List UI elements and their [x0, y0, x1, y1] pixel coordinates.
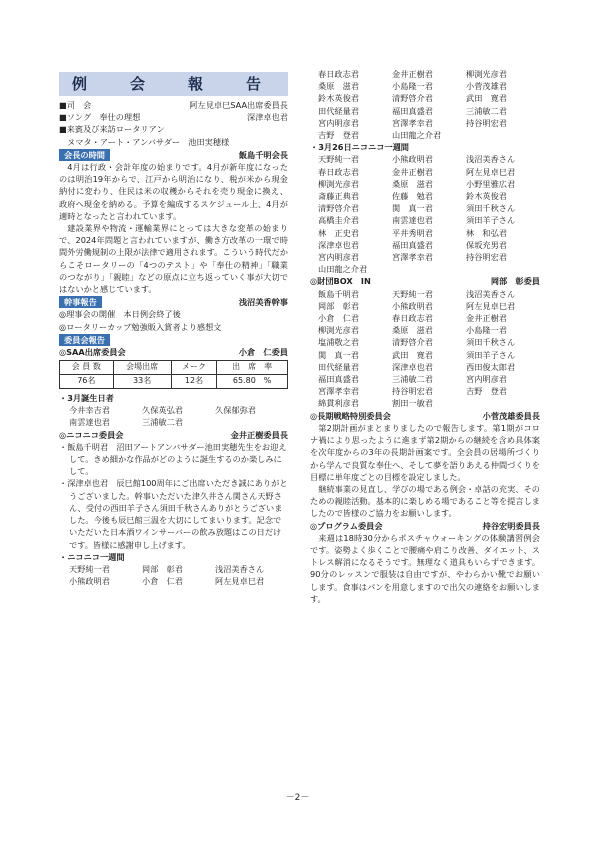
week2-name: 深津卓也君	[318, 239, 359, 250]
birthday-name: 三浦敏二君	[142, 417, 183, 428]
nikoniko-title: ◎ニコニコ委員会	[59, 429, 124, 440]
saa-name: 小倉 仁委員	[238, 346, 288, 357]
nikoniko-week-name: 阿左見卓巳君	[215, 576, 265, 587]
week2-name: 平井秀明君	[392, 227, 433, 238]
meeting-info-label: ■司 会	[59, 100, 92, 110]
ltp-title: ◎長期戦略特別委員会	[310, 410, 391, 421]
program-title: ◎プログラム委員会	[310, 520, 383, 531]
birthday-name	[215, 416, 288, 428]
nikoniko-name: 宮内明彦君	[318, 117, 359, 128]
nikoniko-name: 鈴木英俊君	[318, 93, 359, 104]
week2-name: 高橋圭介君	[318, 215, 359, 226]
attendance-value-cell: 33名	[113, 375, 171, 389]
box-name: 塩浦敬之君	[318, 337, 359, 348]
president-name: 飯島千明会長	[238, 149, 288, 160]
week2-name: 林 和弘君	[466, 227, 507, 238]
ltp-report	[310, 422, 540, 520]
box-name: 持谷明宏君	[392, 386, 433, 397]
week2-name: 桑原 滋君	[392, 178, 433, 189]
nikoniko-week-header: ・ニコニコ一週間	[59, 551, 125, 562]
nikoniko-header	[59, 429, 288, 441]
nikoniko-item: ・飯島千明君 沼田アートアンバサダー池田実穂先生をお迎えして。きめ細かな作品がどのように誕生するのか楽しみにして。	[59, 441, 287, 477]
nikoniko-name: 吉野 登君	[318, 130, 359, 141]
week2-name: 福田真盛君	[392, 239, 433, 250]
box-name: 西田俊太郎君	[466, 361, 516, 372]
week2-name: 関 真一君	[392, 203, 433, 214]
week2-name: 須田羊子さん	[466, 215, 516, 226]
saa-title: ◎SAA出席委員会	[59, 346, 126, 357]
nikoniko-name: 小島隆一君	[392, 81, 433, 92]
meeting-info-label: ■ソング 奉仕の理想	[59, 112, 141, 123]
nikoniko-items	[59, 441, 288, 551]
meeting-info	[59, 99, 288, 136]
box-name: 浅沼美香さん	[466, 288, 516, 299]
nikoniko-name: 桑原 滋君	[318, 81, 359, 92]
week2-name: 佐藤 勉君	[392, 191, 433, 202]
president-message	[59, 161, 288, 295]
attendance-header-cell: メーク	[171, 361, 217, 375]
attendance-header-cell: 会 員 数	[60, 361, 114, 375]
week2-name: 小熊政明君	[392, 154, 433, 165]
week2-name: 阿左見卓巳君	[466, 166, 516, 177]
meeting-info-value: 阿左見卓巳SAA出席委員長	[189, 100, 288, 110]
box-name: 天野純一君	[392, 288, 433, 299]
president-paragraph: 4月は行政・会計年度の始まりです。4月が新年度になったのは明治19年からで、江戸から明治になり、税が米から現金納付に変わり、住民は米の収穫からそれを売り現金に換え、政府へ現金を納める。予算を編成するスケジュール上、4月が適時となったと言われています。	[59, 162, 288, 221]
president-paragraph: 建設業界や物流・運輸業界にとっては大きな変革の始まりで、2024年問題と言われていますが、働き方改革の一環で時間外労働規制の上限が法律で適用されます。こういう時代だからこそロータリーの「4つのテスト」や「奉仕の精神」「職業のつながり」「親睦」などの原点に立ち返っていく事が大切ではないかと感じています。	[59, 223, 288, 295]
week2-name	[392, 263, 466, 275]
ltp-header	[310, 410, 540, 422]
nikoniko-week-name: 岡部 彰君	[142, 563, 183, 574]
ltp-paragraph: 第2期計画がまとまりましたので報告します。第1期がコロナ禍により思ったように進まず第2期からの継続を含め具体案を次年度からの3年の長期計画案です。全会員の居場所づくりから学んで良質な奉仕へ、そして夢を語りあえる仲間づくりを目標に単年度ごとの目標を設定しました。	[310, 422, 540, 482]
page-number: －2－	[285, 793, 310, 803]
nikoniko-continued-list	[310, 68, 540, 141]
week2-name: 山田龍之介君	[318, 264, 368, 275]
box-name: 田代経量君	[318, 361, 359, 372]
president-tag: 会長の時間	[59, 149, 110, 161]
box-name: 阿左見卓巳君	[466, 300, 516, 311]
nikoniko-name: 金井正樹君	[392, 69, 433, 79]
box-name: 宮澤孝幸君	[318, 386, 359, 397]
nikoniko-name: 柳渕光彦君	[466, 69, 507, 79]
attendance-table	[59, 360, 288, 389]
box-name: 飯島千明君	[318, 288, 359, 299]
ltp-paragraph: 継続事業の見直し、学びの場である例会・卓話の充実、そのための親睦活動。基本的に楽しめる場であること等を提言しましたので皆様のご協力をお願いします。	[310, 483, 540, 519]
meeting-info-value: 深津卓也君	[247, 112, 288, 123]
box-name	[466, 397, 540, 409]
nikoniko-name: 春日政志君	[318, 69, 359, 79]
meeting-info-row	[59, 99, 288, 111]
week2-name: 清野啓介君	[318, 203, 359, 214]
guest-line: ヌマタ・アート・アンバサダー 池田実穂様	[67, 136, 230, 147]
box-name: 柳渕光彦君	[318, 325, 359, 336]
week2-name: 春日政志君	[318, 166, 359, 177]
birthday-name: 今井幸吉君	[69, 405, 110, 416]
box-name: 清野啓介君	[392, 337, 433, 348]
box-name: 福田真盛君	[318, 374, 359, 385]
box-name: 桑原 滋君	[392, 325, 433, 336]
week2-header: ・3月26日ニコニコ一週間	[310, 142, 409, 153]
committee-header	[59, 334, 288, 346]
box-name: 宮内明彦君	[466, 374, 507, 385]
secretary-item: ◎ロータリーカップ勉強販入賞者より感想文	[59, 321, 222, 332]
left-column	[59, 72, 288, 587]
nikoniko-name	[466, 129, 540, 141]
nikoniko-name: 金井正樹委員長	[230, 429, 288, 440]
box-name: 吉野 登君	[466, 386, 507, 397]
secretary-header	[59, 296, 288, 308]
meeting-info-label: ■来賓及び来訪ロータリアン	[59, 124, 165, 135]
week2-name: 南雲達也君	[392, 215, 433, 226]
week2-name: 須田千秋さん	[466, 203, 516, 214]
box-name: 小島隆一君	[466, 325, 507, 336]
nikoniko-week-list	[59, 563, 288, 587]
nikoniko-week-name: 小熊政明君	[69, 576, 110, 587]
week2-name: 保坂充男君	[466, 239, 507, 250]
program-header	[310, 520, 540, 532]
box-name: 須田羊子さん	[466, 349, 516, 360]
nikoniko-item: ・深津卓也君 辰巳館100周年にご出席いただき誠にありがとうございました。幹事いただいた津久井さん関さん天野さん、受付の西田羊子さん須田千秋さんありがとうございました。今後も辰巳館三温を大切にしてまいります。記念でいただいた日本酒ワインサーバーの飲み放題はこの日だけです。皆様に感謝申し上げます。	[59, 478, 288, 550]
box-name: 武田 寛君	[392, 349, 433, 360]
meeting-info-row	[59, 123, 288, 135]
nikoniko-name: 清野啓介君	[392, 93, 433, 104]
program-report	[310, 532, 540, 605]
box-list	[310, 288, 540, 410]
nikoniko-name: 三浦敏二君	[466, 105, 507, 116]
birthday-name: 久保英弘君	[142, 405, 183, 416]
box-name: 小熊政明君	[392, 300, 433, 311]
week2-name: 浅沼美香さん	[466, 154, 516, 165]
secretary-item: ◎理事会の開催 本日例会終了後	[59, 309, 181, 320]
week2-name: 鈴木英俊君	[466, 191, 507, 202]
box-title: ◎財団BOX IN	[310, 276, 371, 287]
attendance-value-cell: 65.80 %	[217, 375, 288, 389]
box-name: 岡部 彰委員	[490, 276, 540, 287]
nikoniko-week-name: 小倉 仁君	[142, 576, 183, 587]
attendance-value-row	[60, 375, 288, 389]
birthday-list	[59, 404, 288, 428]
box-name: 岡部 彰君	[318, 300, 359, 311]
saa-header	[59, 346, 288, 358]
week2-name: 天野純一君	[318, 154, 359, 165]
birthday-name: 南雲達也君	[69, 417, 110, 428]
secretary-tag: 幹事報告	[59, 296, 102, 308]
attendance-header-cell: 会場出席	[113, 361, 171, 375]
ltp-name: 小菅茂雄委員長	[482, 410, 540, 421]
nikoniko-name: 田代経量君	[318, 105, 359, 116]
box-header	[310, 275, 540, 287]
page-title: 例 会 報 告	[59, 72, 288, 96]
program-name: 持谷宏明委員長	[482, 520, 540, 531]
week2-name: 小野里雅広君	[466, 178, 516, 189]
birthday-name: 久保郁弥君	[215, 405, 256, 416]
week2-name: 柳渕光彦君	[318, 178, 359, 189]
secretary-items	[59, 308, 288, 332]
attendance-value-cell: 76名	[60, 375, 114, 389]
nikoniko-week-name: 天野純一君	[69, 563, 110, 574]
week2-name: 持谷明宏君	[466, 252, 507, 263]
week2-name: 斎藤正典君	[318, 191, 359, 202]
attendance-header-cell: 出 席 率	[217, 361, 288, 375]
attendance-value-cell: 12名	[171, 375, 217, 389]
week2-name: 林 正史君	[318, 227, 359, 238]
meeting-info-row	[59, 111, 288, 123]
box-name: 金井正樹君	[466, 313, 507, 324]
attendance-header-row	[60, 361, 288, 375]
program-paragraph: 来週は18時30分からポスチャウォーキングの体験講習例会です。姿勢よく歩くことで腰痛や肩こり改善、ダイエット、ストレス解消になるそうです。無理なく道具もいらずできます。90分のレッスンで服装は自由ですが、やわらかい靴でお願いします。食事はパンを用意しますので出欠の連絡をお願いします。	[310, 532, 540, 604]
box-name: 割田一敏君	[392, 398, 433, 409]
nikoniko-name: 武田 寛君	[466, 93, 507, 104]
box-name: 須田千秋さん	[466, 337, 516, 348]
nikoniko-name: 持谷明宏君	[466, 117, 507, 128]
week2-name: 宮澤孝幸君	[392, 252, 433, 263]
birthday-header: ・3月誕生日者	[59, 393, 114, 404]
week2-list	[310, 153, 540, 275]
week2-name: 金井正樹君	[392, 166, 433, 177]
week2-name: 宮内明彦君	[318, 252, 359, 263]
box-name: 深津卓也君	[392, 361, 433, 372]
secretary-name: 浅沼美香幹事	[238, 297, 288, 308]
nikoniko-name: 山田龍之介君	[392, 130, 442, 141]
nikoniko-name: 福田真盛君	[392, 105, 433, 116]
president-header	[59, 149, 288, 161]
nikoniko-name: 宮澤孝幸君	[392, 117, 433, 128]
box-name: 春日政志君	[392, 313, 433, 324]
box-name: 小倉 仁君	[318, 313, 359, 324]
right-column	[310, 68, 540, 605]
committee-tag: 委員会報告	[59, 334, 110, 346]
week2-name	[466, 263, 540, 275]
box-name: 関 真一君	[318, 349, 359, 360]
box-name: 三浦敏二君	[392, 374, 433, 385]
nikoniko-week-name: 浅沼美香さん	[215, 563, 265, 574]
box-name: 綿貫利彦君	[318, 398, 359, 409]
nikoniko-name: 小菅茂雄君	[466, 81, 507, 92]
